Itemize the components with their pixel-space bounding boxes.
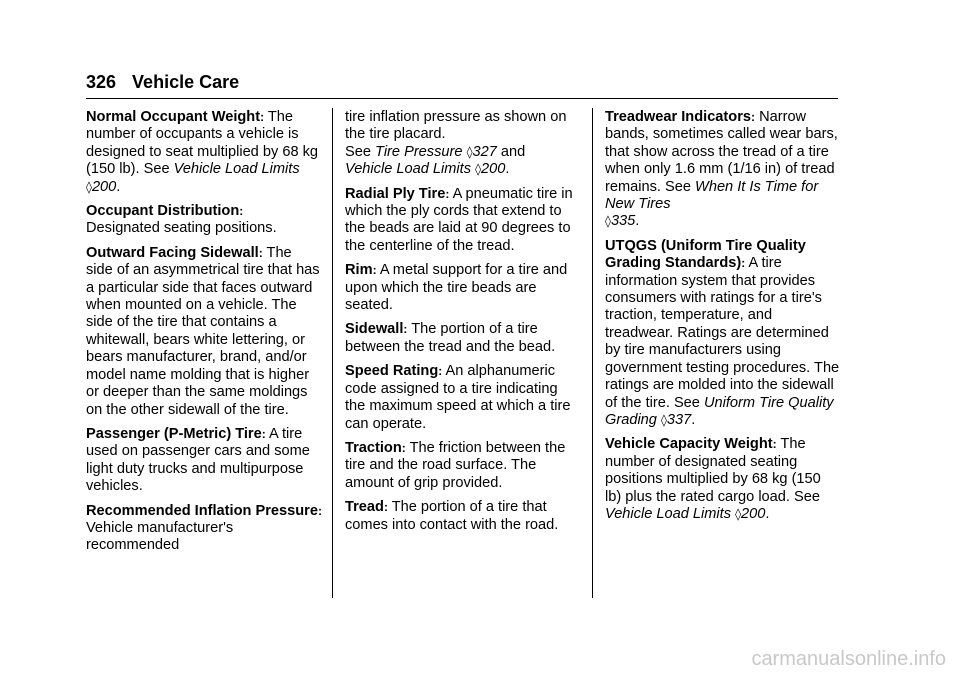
entry-term: Treadwear Indicators	[605, 109, 751, 125]
glossary-entry: Sidewall: The portion of a tire between the tread and the bead.	[345, 321, 556, 355]
entry-definition: tire inflation pressure as shown on the tire placard.	[345, 109, 567, 143]
entry-definition: The friction between the tire and the road surface. The amount of grip provided.	[345, 439, 566, 491]
entry-term: UTQGS (Uniform Tire Quality Grading Standards)	[605, 237, 806, 272]
cross-reference-link[interactable]: Vehicle Load Limits	[605, 505, 732, 522]
entry-definition: A tire used on passenger cars and some light duty trucks and multipurpose vehicles.	[86, 425, 310, 495]
glossary-entry: Rim: A metal support for a tire and upon which the tire beads are seated.	[345, 262, 568, 314]
entry-term: Tread	[345, 499, 384, 516]
page-ref-icon: ◊	[475, 162, 482, 177]
entry-definition: The portion of a tire that comes into contact with the road.	[345, 499, 559, 533]
page-ref-icon: ◊	[86, 179, 92, 194]
glossary-entry: Passenger (P-Metric) Tire: A tire used on passenger cars and some light duty trucks and multipurpose vehicles.	[86, 425, 310, 495]
glossary-entry: Vehicle Capacity Weight: The number of designated seating positions multiplied by 68 kg (150 lb) plus the rated cargo load. See Vehicle Load Limits ◊200.	[605, 436, 821, 522]
page-reference[interactable]: 200	[91, 178, 117, 195]
entry-definition: A metal support for a tire and upon which the tire beads are seated.	[345, 262, 568, 314]
page-ref-icon: ◊	[660, 412, 667, 427]
glossary-entry: Traction: The friction between the tire and the road surface. The amount of grip provided.	[345, 439, 566, 491]
entry-definition: Vehicle manufacturer's recommended	[86, 519, 234, 554]
glossary-entry: Speed Rating: An alphanumeric code assigned to a tire indicating the maximum speed at which a tire can operate.	[345, 363, 571, 432]
entry-term: Speed Rating	[345, 363, 439, 380]
column-2	[345, 109, 581, 541]
glossary-entry: Occupant Distribution: Designated seating positions.	[86, 203, 277, 237]
page-reference[interactable]: 200	[741, 505, 766, 522]
entry-term: Traction	[345, 439, 402, 456]
entry-definition: A pneumatic tire in which the ply cords that extend to the beads are laid at 90 degrees to the centerline of the tread.	[345, 185, 573, 254]
entry-definition: Narrow bands, sometimes called wear bars, that show across the tread of a tire when only 1.6 mm (1/16 in) of tread remains. See	[605, 109, 838, 195]
glossary-entry: Radial Ply Tire: A pneumatic tire in which the ply cords that extend to the beads are laid at 90 degrees to the centerline of the tread.	[345, 185, 573, 254]
cross-reference-link[interactable]: Uniform Tire Quality Grading	[605, 394, 834, 428]
watermark: carmanualsonline.info	[751, 648, 946, 670]
entry-definition: The side of an asymmetrical tire that has a particular side that faces outward when mounted on a vehicle. The side of the tire that contains a whitewall, bears white lettering, or bears manufacturer, brand, and/or model name molding that is higher or deeper than the same moldings on the other sidewall of the tire.	[86, 244, 320, 418]
column-divider	[332, 108, 333, 598]
entry-term: Sidewall	[345, 321, 404, 338]
glossary-entry: Outward Facing Sidewall: The side of an asymmetrical tire that has a particular side that faces outward when mounted on a vehicle. The side of the tire that contains a whitewall, bears white lettering, or bears manufacturer, brand, and/or model name molding that is higher or deeper than the same moldings on the other sidewall of the tire.	[86, 244, 320, 418]
entry-term: Recommended Inflation Pressure	[86, 502, 318, 519]
section-title: Vehicle Care	[132, 72, 240, 92]
cross-reference-link[interactable]: Vehicle Load Limits	[345, 161, 472, 178]
entry-term: Radial Ply Tire	[345, 185, 446, 202]
page-ref-icon: ◊	[735, 506, 742, 521]
entry-definition: The number of occupants a vehicle is designed to seat multiplied by 68 kg (150 lb). See	[86, 109, 319, 178]
header-rule	[86, 98, 838, 99]
entry-definition: Designated seating positions.	[86, 220, 277, 237]
page-ref-icon: ◊	[605, 214, 611, 229]
cross-reference-link[interactable]: Vehicle Load Limits	[173, 161, 300, 178]
glossary-entry: Tread: The portion of a tire that comes into contact with the road.	[345, 499, 559, 533]
entry-term: Normal Occupant Weight	[86, 109, 261, 125]
page-number: 326	[86, 72, 117, 92]
entry-term: Rim	[345, 262, 373, 279]
entry-term: Occupant Distribution	[86, 203, 240, 220]
glossary-entry-continued: tire inflation pressure as shown on the tire placard. See Tire Pressure ◊327 and Vehicle Load Limits ◊200.	[345, 109, 567, 178]
glossary-entry: UTQGS (Uniform Tire Quality Grading Standards): A tire information system that provides consumers with ratings for a tire's traction, temperature, and treadwear. Ratings are determined by tire manufacturers using government testing procedures. The ratings are molded into the sidewall of the tire. See Uniform Tire Quality Grading ◊337.	[605, 237, 840, 428]
cross-reference-link[interactable]: Tire Pressure	[375, 143, 463, 160]
page-header	[86, 72, 239, 93]
entry-definition: An alphanumeric code assigned to a tire indicating the maximum speed at which a tire can operate.	[345, 363, 571, 432]
column-1	[86, 109, 322, 562]
entry-definition: The portion of a tire between the tread and the bead.	[345, 321, 556, 355]
page-ref-icon: ◊	[466, 144, 473, 159]
entry-term: Outward Facing Sidewall	[86, 244, 259, 261]
glossary-entry: Recommended Inflation Pressure: Vehicle manufacturer's recommended	[86, 502, 322, 554]
glossary-entry: Treadwear Indicators: Narrow bands, sometimes called wear bars, that show across the tread of a tire when only 1.6 mm (1/16 in) of tread remains. See When It Is Time for New Tires ◊335.	[605, 109, 838, 230]
page-reference[interactable]: 335	[610, 213, 636, 230]
page-reference[interactable]: 200	[481, 161, 506, 178]
page-reference[interactable]: 337	[666, 411, 692, 428]
column-divider	[592, 108, 593, 598]
entry-definition: The number of designated seating positions multiplied by 68 kg (150 lb) plus the rated cargo load. See	[605, 436, 821, 505]
entry-term: Passenger (P-Metric) Tire	[86, 425, 262, 442]
glossary-entry: Normal Occupant Weight: The number of occupants a vehicle is designed to seat multiplied by 68 kg (150 lb). See Vehicle Load Limits ◊200.	[86, 109, 319, 195]
page-reference[interactable]: 327	[472, 143, 497, 160]
entry-term: Vehicle Capacity Weight	[605, 436, 773, 453]
cross-reference-link[interactable]: When It Is Time for New Tires	[605, 178, 819, 213]
column-3	[605, 109, 841, 530]
entry-definition: A tire information system that provides consumers with ratings for a tire's traction, temperature, and treadwear. Ratings are determined by tire manufacturers using government testing procedures. The ratings are molded into the sidewall of the tire. See	[605, 255, 840, 411]
